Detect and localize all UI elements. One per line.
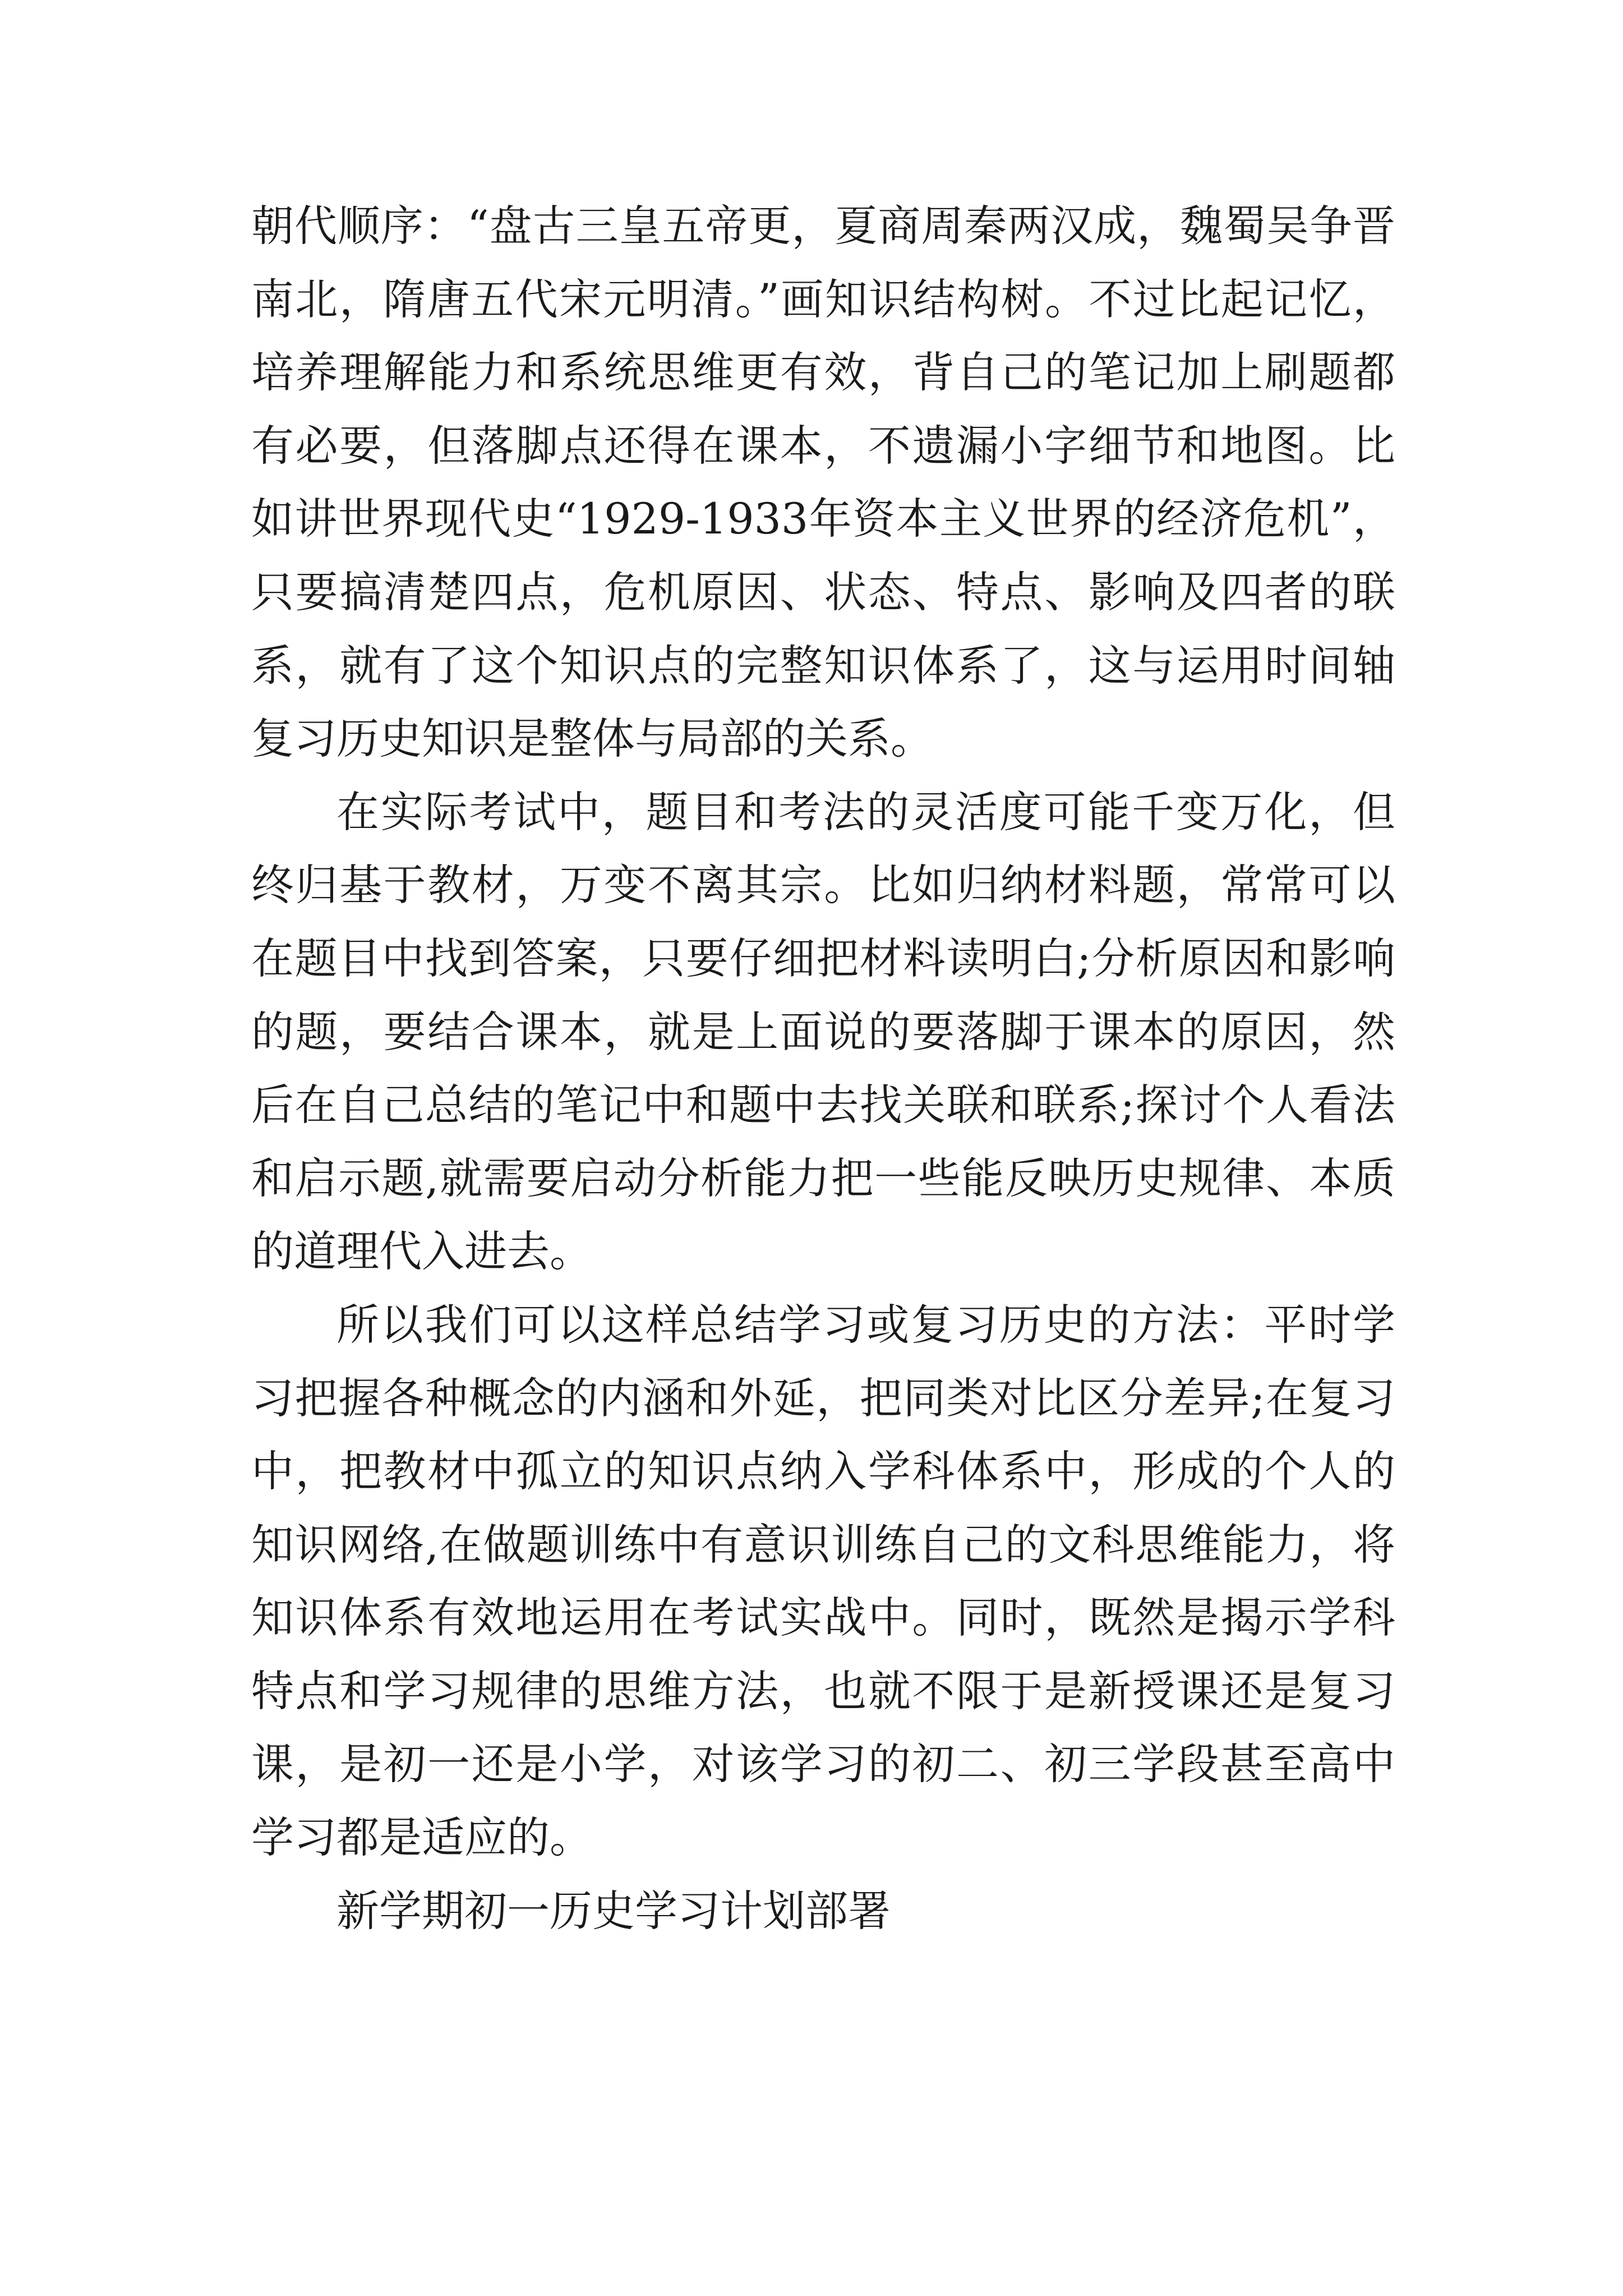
document-body xyxy=(251,190,1395,1948)
paragraph-dynasty-order: 朝代顺序：“盘古三皇五帝更，夏商周秦两汉成，魏蜀吴争晋南北，隋唐五代宋元明清。”画知识结构树。不过比起记忆，培养理解能力和系统思维更有效，背自己的笔记加上刷题都有必要，但落脚点还得在课本，不遗漏小字细节和地图。比如讲世界现代史“1929-1933年资本主义世界的经济危机”，只要搞清楚四点，危机原因、状态、特点、影响及四者的联系，就有了这个知识点的完整知识体系了，这与运用时间轴复习历史知识是整体与局部的关系。 xyxy=(251,201,1395,764)
paragraph-exam-flexibility: 在实际考试中，题目和考法的灵活度可能千变万化，但终归基于教材，万变不离其宗。比如归纳材料题，常常可以在题目中找到答案，只要仔细把材料读明白;分析原因和影响的题，要结合课本，就是上面说的要落脚于课本的原因，然后在自己总结的笔记中和题中去找关联和联系;探讨个人看法和启示题,就需要启动分析能力把一些能反映历史规律、本质的道理代入进去。 xyxy=(251,786,1395,1277)
paragraph-study-method-summary: 所以我们可以这样总结学习或复习历史的方法：平时学习把握各种概念的内涵和外延，把同类对比区分差异;在复习中，把教材中孤立的知识点纳入学科体系中，形成的个人的知识网络,在做题训练中有意识训练自己的文科思维能力，将知识体系有效地运用在考试实战中。同时，既然是揭示学科特点和学习规律的思维方法，也就不限于是新授课还是复习课，是初一还是小学，对该学习的初二、初三学段甚至高中学习都是适应的。 xyxy=(251,1299,1395,1863)
next-section-title: 新学期初一历史学习计划部署 xyxy=(336,1885,891,1936)
